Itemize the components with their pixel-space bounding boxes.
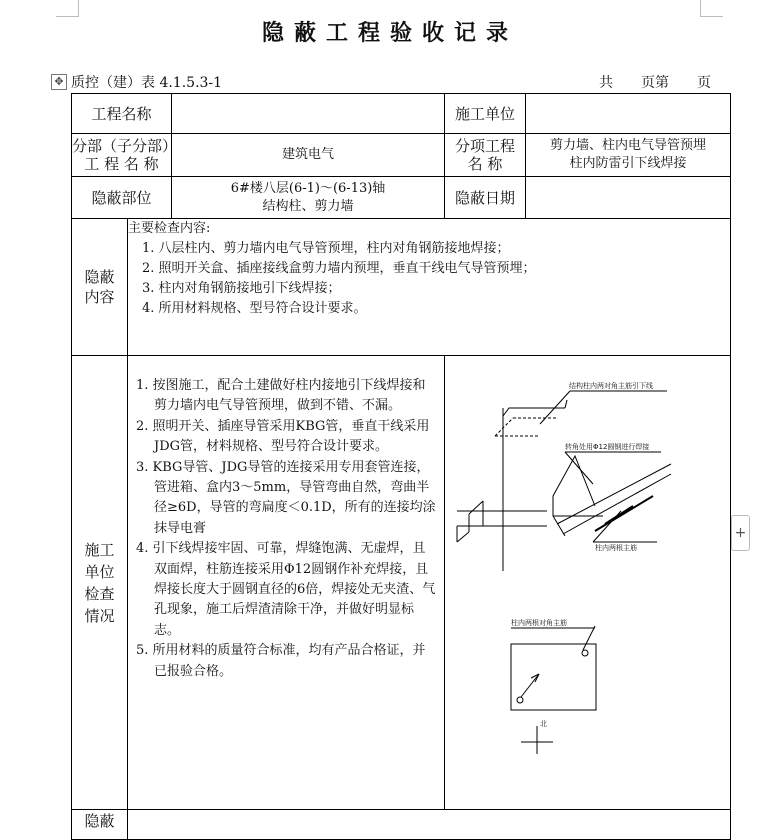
record-table (71, 93, 731, 840)
project-name-label: 工程名称 (72, 94, 172, 134)
hidden-content-label-line-1: 隐蔽 (84, 268, 115, 286)
drawing-note: 结构柱内两对角主筋引下线 (569, 382, 654, 390)
hidden-content-item: 1. 八层柱内、剪力墙内电气导管预埋，柱内对角钢筋接地焊接； (142, 241, 510, 256)
hidden-content-label (72, 219, 128, 356)
construction-unit-label: 施工单位 (445, 94, 526, 134)
division-label-line-1: 分部（子分部） (72, 137, 178, 155)
division-label (72, 134, 178, 177)
hidden-content-item: 3. 柱内对角钢筋接地引下线焊接； (142, 281, 341, 296)
drawing-note: 柱内两根对角主筋 (511, 619, 568, 627)
rebar-drawing (445, 356, 675, 810)
inspection-step: 1. 按图施工，配合土建做好柱内接地引下线焊接和剪力墙内电气导管预埋，做到不错、不漏。 (136, 378, 426, 414)
inspection-step: 2. 照明开关、插座导管采用KBG管，垂直干线采用JDG管，材料规格、型号符合设计要求。 (136, 418, 430, 455)
inspection-steps[interactable] (128, 356, 445, 810)
form-code: 质控（建）表 4.1.5.3-1 (71, 75, 223, 91)
hidden-content-body[interactable] (128, 219, 731, 356)
north-label: 北 (540, 720, 548, 728)
subitem-value-line-1: 剪力墙、柱内电气导管预埋 (550, 138, 707, 153)
drawing-note: 转角处用Φ12圆钢进行焊接 (565, 443, 650, 451)
page-corner-right (700, 0, 723, 17)
inspection-label-line: 单位 (84, 562, 115, 581)
inspection-label-line: 施工 (84, 540, 115, 559)
inspection-step: 3. KBG导管、JDG导管的连接采用专用套管连接，管进箱、盒内3～5mm，导管弯曲自然，弯曲半径≥6D，导管的弯扁度＜0.1D，所有的连接均涂抹导电膏 (136, 459, 436, 536)
bottom-label (72, 810, 128, 840)
date-label: 隐蔽日期 (445, 177, 526, 219)
inspection-label (72, 356, 128, 810)
page-corner-left (56, 0, 79, 17)
inspection-label-line: 检查 (84, 584, 115, 603)
location-label: 隐蔽部位 (72, 177, 172, 219)
bottom-label-text: 隐蔽 (84, 812, 115, 830)
subitem-value-line-2: 柱内防雷引下线焊接 (569, 156, 687, 171)
hidden-content-intro: 主要检查内容: (128, 221, 211, 236)
subitem-label-line-2: 名 称 (467, 155, 503, 173)
date-field[interactable] (526, 177, 731, 219)
project-name-field[interactable] (172, 94, 445, 134)
inspection-label-line: 情况 (84, 606, 115, 625)
division-label-line-2: 工 程 名 称 (84, 155, 159, 173)
location-field[interactable] (172, 177, 445, 219)
division-field[interactable]: 建筑电气 (172, 134, 445, 177)
hidden-content-item: 2. 照明开关盒、插座接线盒剪力墙内预埋，垂直干线电气导管预埋； (142, 261, 536, 276)
hidden-content-label-line-2: 内容 (84, 288, 115, 306)
page-title: 隐蔽工程验收记录 (261, 21, 518, 46)
location-value-line-1: 6#楼八层(6-1)～(6-13)轴 (230, 180, 386, 196)
location-value-line-2: 结构柱、剪力墙 (262, 198, 354, 214)
bottom-field[interactable] (128, 810, 731, 840)
add-row-button[interactable]: + (731, 515, 750, 551)
subitem-label-line-1: 分项工程 (455, 137, 516, 155)
subitem-label (445, 134, 526, 177)
hidden-content-item: 4. 所用材料规格、型号符合设计要求。 (142, 301, 367, 316)
construction-unit-field[interactable] (526, 94, 731, 134)
page-count: 共 页第 页 (599, 75, 711, 91)
inspection-step: 4. 引下线焊接牢固、可靠，焊缝饱满、无虚焊，且双面焊，柱筋连接采用Φ12圆钢作补充焊接，且焊接长度大于圆钢直径的6倍，焊接处无夹渣、气孔现象，施工后焊渣清除干净，并做好明显标志。 (136, 541, 436, 638)
inspection-step: 5. 所用材料的质量符合标准，均有产品合格证，并已报验合格。 (136, 643, 426, 679)
construction-drawing-cell (445, 356, 731, 810)
table-move-handle[interactable]: ✥ (51, 74, 67, 90)
form-header-line (71, 72, 731, 92)
subitem-field[interactable] (526, 134, 731, 177)
drawing-note: 柱内两根主筋 (595, 544, 638, 552)
